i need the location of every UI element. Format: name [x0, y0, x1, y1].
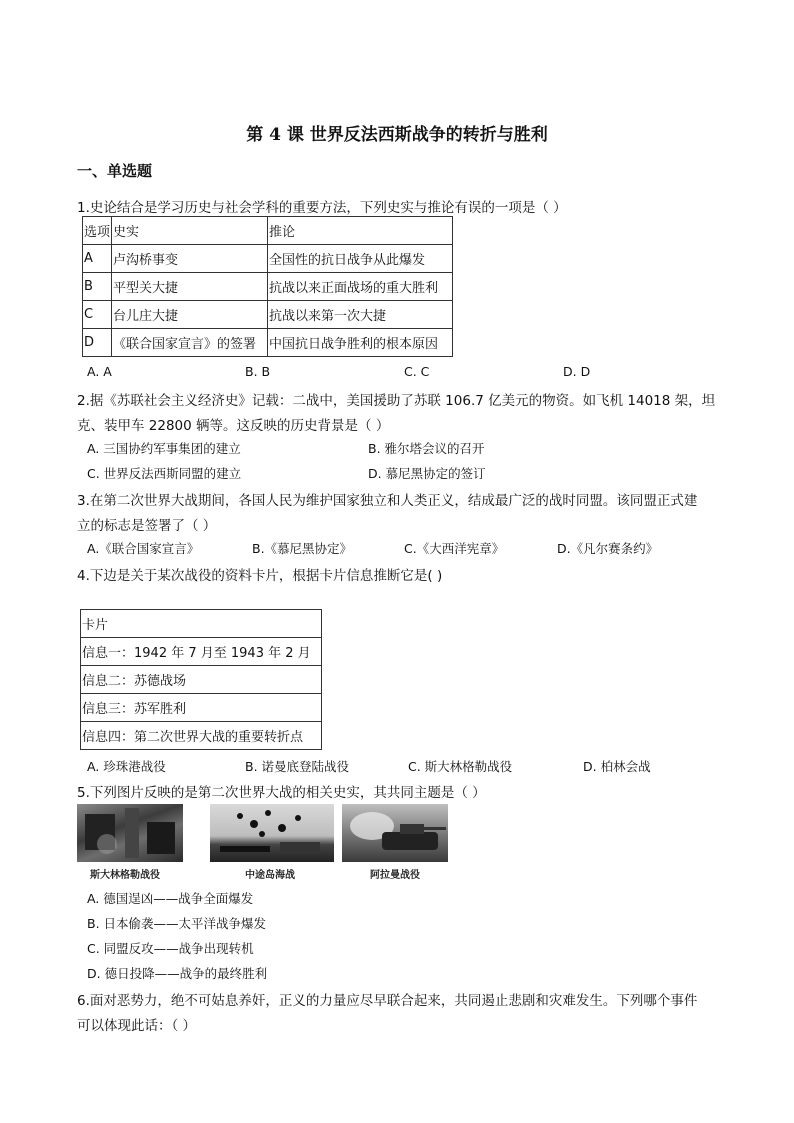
table-header-cell: 选项	[83, 217, 112, 245]
table-header-row	[83, 217, 453, 245]
page-title: 第 4 课 世界反法西斯战争的转折与胜利	[246, 125, 548, 145]
table-cell: B	[83, 273, 112, 301]
table-row	[83, 245, 453, 273]
question-5-option-c[interactable]: C. 同盟反攻——战争出现转机	[87, 941, 254, 956]
question-1-option-b[interactable]: B. B	[245, 364, 271, 379]
question-2-option-b[interactable]: B. 雅尔塔会议的召开	[368, 441, 485, 456]
question-6-stem-line2: 可以体现此话：（ ）	[77, 1018, 197, 1034]
question-3-stem-line1: 3.在第二次世界大战期间，各国人民为维护国家独立和人类正义，结成最广泛的战时同盟。该同盟正式建	[77, 493, 698, 509]
question-2-stem-line1: 2.据《苏联社会主义经济史》记载：二战中，美国援助了苏联 106.7 亿美元的物资。如飞机 14018 架，坦	[77, 393, 716, 409]
card-row	[81, 666, 322, 694]
question-4-option-b[interactable]: B. 诺曼底登陆战役	[245, 759, 350, 774]
question-5-option-b[interactable]: B. 日本偷袭——太平洋战争爆发	[87, 916, 267, 931]
question-1-option-d[interactable]: D. D	[563, 364, 591, 379]
card-cell: 卡片	[81, 610, 322, 638]
photo-caption-2: 中途岛海战	[245, 870, 295, 881]
table-cell: 中国抗日战争胜利的根本原因	[268, 329, 453, 357]
card-row	[81, 722, 322, 750]
question-1-table	[82, 216, 453, 357]
table-cell: 抗战以来正面战场的重大胜利	[268, 273, 453, 301]
card-row	[81, 694, 322, 722]
midway-photo	[210, 804, 334, 862]
question-6-stem-line1: 6.面对恶势力，绝不可姑息养奸，正义的力量应尽早联合起来，共同遏止悲剧和灾难发生。下列哪个事件	[77, 993, 698, 1009]
question-3-stem-line2: 立的标志是签署了（ ）	[77, 518, 217, 534]
table-row	[83, 301, 453, 329]
photo-caption-3: 阿拉曼战役	[370, 870, 420, 881]
table-cell: 台儿庄大捷	[112, 301, 268, 329]
question-1-option-a[interactable]: A. A	[87, 364, 112, 379]
question-4-card	[80, 609, 322, 750]
table-cell: 抗战以来第一次大捷	[268, 301, 453, 329]
table-cell: C	[83, 301, 112, 329]
el-alamein-photo-art	[342, 804, 448, 862]
card-cell: 信息三：苏军胜利	[81, 694, 322, 722]
table-header-cell: 史实	[112, 217, 268, 245]
question-2-option-d[interactable]: D. 慕尼黑协定的签订	[368, 466, 486, 481]
card-cell: 信息二：苏德战场	[81, 666, 322, 694]
question-5-stem: 5.下列图片反映的是第二次世界大战的相关史实，其共同主题是（ ）	[77, 785, 486, 801]
table-cell: 《联合国家宣言》的签署	[112, 329, 268, 357]
question-1-stem: 1.史论结合是学习历史与社会学科的重要方法，下列史实与推论有误的一项是（ ）	[77, 200, 567, 216]
question-4-stem: 4.下边是关于某次战役的资料卡片，根据卡片信息推断它是( )	[77, 568, 443, 584]
question-4-option-a[interactable]: A. 珍珠港战役	[87, 759, 166, 774]
table-cell: A	[83, 245, 112, 273]
card-cell: 信息四：第二次世界大战的重要转折点	[81, 722, 322, 750]
question-3-option-a[interactable]: A.《联合国家宣言》	[87, 541, 200, 556]
question-4-option-c[interactable]: C. 斯大林格勒战役	[408, 759, 513, 774]
question-5-option-d[interactable]: D. 德日投降——战争的最终胜利	[87, 966, 268, 981]
question-5-option-a[interactable]: A. 德国逞凶——战争全面爆发	[87, 891, 254, 906]
table-cell: D	[83, 329, 112, 357]
midway-photo-art	[210, 804, 334, 862]
question-4-option-d[interactable]: D. 柏林会战	[583, 759, 651, 774]
table-row	[83, 273, 453, 301]
el-alamein-photo	[342, 804, 448, 862]
question-3-option-d[interactable]: D.《凡尔赛条约》	[557, 541, 659, 556]
question-2-option-a[interactable]: A. 三国协约军事集团的建立	[87, 441, 241, 456]
stalingrad-photo-art	[77, 804, 183, 862]
question-3-option-b[interactable]: B.《慕尼黑协定》	[252, 541, 353, 556]
photo-caption-1: 斯大林格勒战役	[90, 870, 160, 881]
card-row	[81, 638, 322, 666]
table-cell: 全国性的抗日战争从此爆发	[268, 245, 453, 273]
question-2-stem-line2: 克、装甲车 22800 辆等。这反映的历史背景是（ ）	[77, 418, 390, 434]
section-heading: 一、单选题	[77, 162, 153, 180]
table-cell: 卢沟桥事变	[112, 245, 268, 273]
question-2-option-c[interactable]: C. 世界反法西斯同盟的建立	[87, 466, 242, 481]
table-cell: 平型关大捷	[112, 273, 268, 301]
question-3-option-c[interactable]: C.《大西洋宪章》	[404, 541, 505, 556]
card-cell: 信息一：1942 年 7 月至 1943 年 2 月	[81, 638, 322, 666]
question-1-option-c[interactable]: C. C	[404, 364, 430, 379]
table-header-cell: 推论	[268, 217, 453, 245]
table-row	[83, 329, 453, 357]
stalingrad-photo	[77, 804, 183, 862]
card-row	[81, 610, 322, 638]
